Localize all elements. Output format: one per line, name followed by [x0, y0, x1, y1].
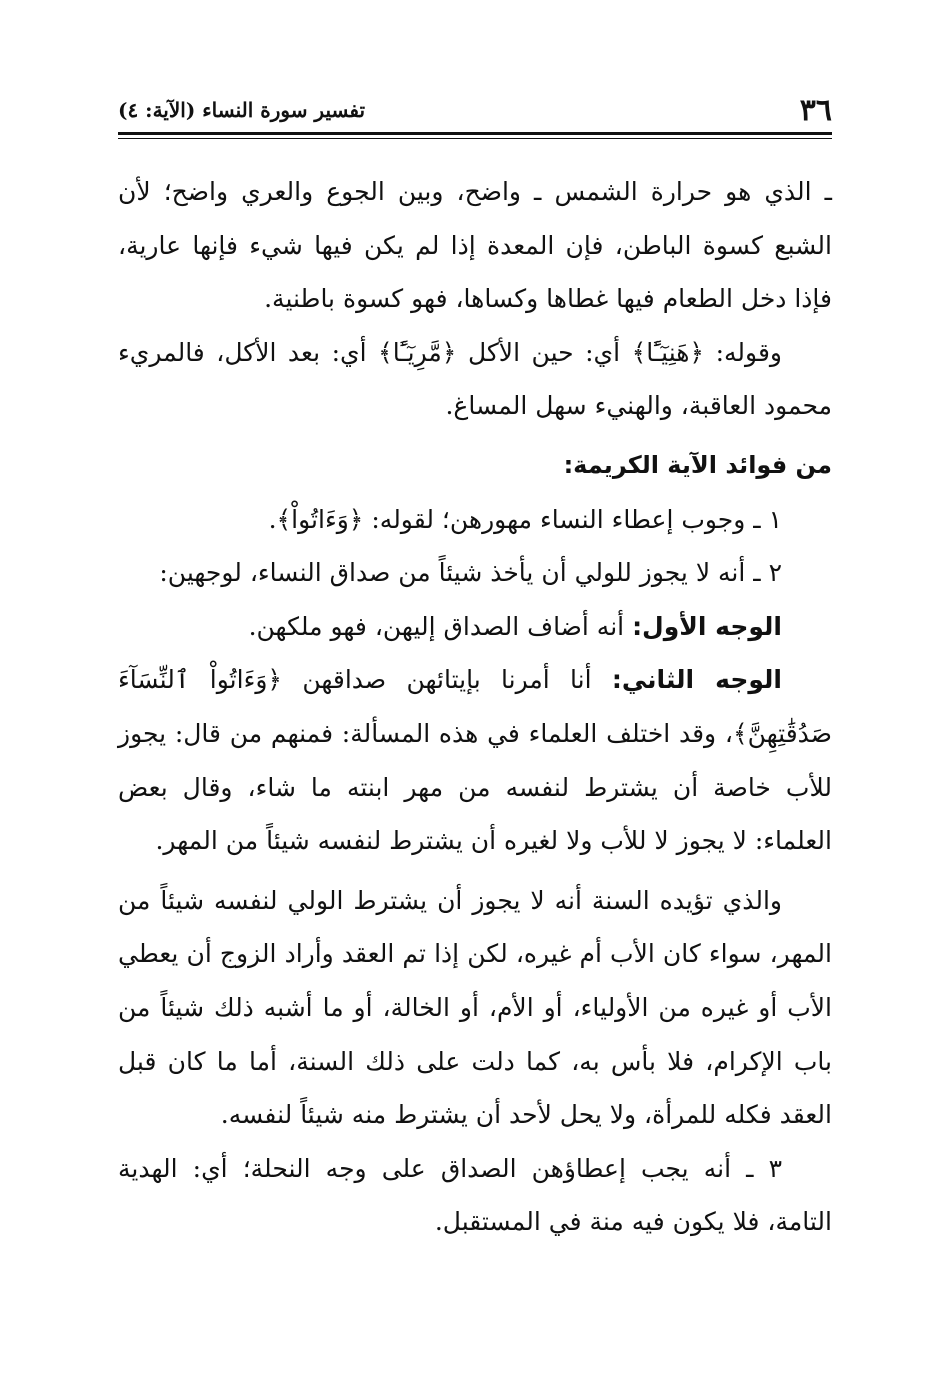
header-rule-thin	[118, 138, 832, 139]
face-two-text: أنا أمرنا بإيتائهن صداقهن ﴿وَءَاتُواْ ٱلنِّسَآءَ صَدُقَٰتِهِنَّ﴾، وقد اختلف العلماء في هذه المسألة: فمنهم من قال: يجوز للأب خاصة أن يشترط لنفسه من مهر ابنته ما شاء، وقال بعض العلماء: لا يجوز لا للأب ولا لغيره أن يشترط لنفسه شيئاً من المهر.	[118, 665, 832, 856]
face-one-label: الوجه الأول:	[632, 611, 782, 641]
face-two-label: الوجه الثاني:	[611, 665, 782, 695]
paragraph-1: ـ الذي هو حرارة الشمس ـ واضح، وبين الجوع والعري واضح؛ لأن الشبع كسوة الباطن، فإن المعدة إذا لم يكن فيها شيء فإنها عارية، فإذا دخل الطعام فيها غطاها وكساها، فهو كسوة باطنية.	[118, 177, 832, 314]
running-title: تفسير سورة النساء (الآية: ٤)	[118, 98, 366, 122]
face-one-text: أنه أضاف الصداق إليهن، فهو ملكهن.	[248, 611, 633, 641]
face-two	[118, 653, 832, 867]
face-one	[118, 600, 832, 654]
section-heading: من فوائد الآية الكريمة:	[563, 450, 832, 479]
paragraph-3: والذي تؤيده السنة أنه لا يجوز أن يشترط الولي لنفسه شيئاً من المهر، سواء كان الأب أم غيره، لكن إذا تم العقد وأراد الزوج أن يعطي الأب أو غيره من الأولياء، أو الأم، أو الخالة، أو ما أشبه ذلك شيئاً من باب الإكرام، فلا بأس به، كما دلت على ذلك السنة، أما ما كان قبل العقد فكله للمرأة، ولا يحل لأحد أن يشترط منه شيئاً لنفسه.	[118, 885, 832, 1130]
list-item-1: ١ ـ وجوب إعطاء النساء مهورهن؛ لقوله: ﴿وَءَاتُواْ﴾.	[268, 504, 782, 534]
page-number: ٣٦	[799, 92, 832, 128]
paragraph-2: وقوله: ﴿هَنِيٓـًٔا﴾ أي: حين الأكل ﴿مَّرِيٓـًٔا﴾ أي: بعد الأكل، فالمريء محمود العاقبة، والهنيء سهل المساغ.	[118, 337, 832, 421]
header-rule-thick	[118, 132, 832, 135]
list-item-2: ٢ ـ أنه لا يجوز للولي أن يأخذ شيئاً من صداق النساء، لوجهين:	[159, 558, 782, 588]
list-item-3: ٣ ـ أنه يجب إعطاؤهن الصداق على وجه النحلة؛ أي: الهدية التامة، فلا يكون فيه منة في المستقبل.	[118, 1153, 832, 1237]
page-body	[118, 165, 832, 1249]
page-header	[118, 92, 832, 128]
